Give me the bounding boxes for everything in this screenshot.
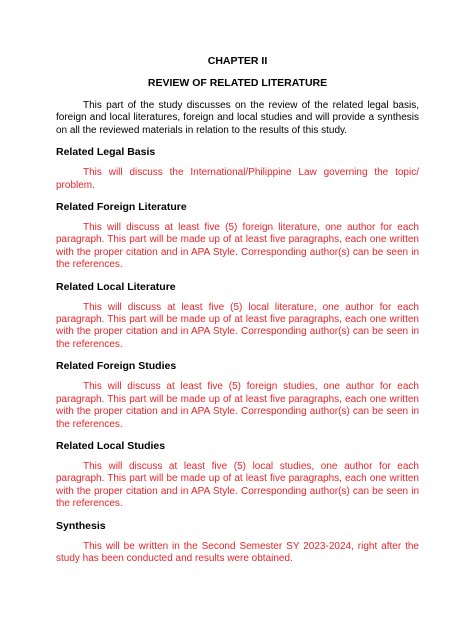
section-heading-local-studies: Related Local Studies [56, 439, 166, 452]
section-heading-legal-basis: Related Legal Basis [56, 146, 156, 159]
intro-paragraph: This part of the study discusses on the review of the related legal basis, foreign and local literatures, foreign and local studies and will provide a synthesis on all the reviewed materials in relation to the results of this study. [56, 100, 419, 136]
section-text-legal-basis: This will discuss the International/Philippine Law governing the topic/ problem. [56, 167, 419, 191]
section-text-foreign-literature: This will discuss at least five (5) foreign literature, one author for each paragraph. This part will be made up of at least five paragraphs, each one written with the proper citation and in APA Style. Corresponding author(s) can be seen in the references. [56, 222, 419, 271]
document-content [56, 53, 419, 565]
section-heading-foreign-studies: Related Foreign Studies [56, 360, 177, 373]
chapter-title: REVIEW OF RELATED LITERATURE [147, 77, 328, 89]
section-text-synthesis: This will be written in the Second Semester SY 2023-2024, right after the study has been conducted and results were obtained. [56, 540, 419, 564]
section-heading-foreign-literature: Related Foreign Literature [56, 201, 187, 214]
section-heading-local-literature: Related Local Literature [56, 280, 176, 293]
section-heading-synthesis: Synthesis [56, 519, 106, 532]
chapter-label: CHAPTER II [207, 55, 268, 67]
section-text-local-literature: This will discuss at least five (5) local literature, one author for each paragraph. This part will be made up of at least five paragraphs, each one written with the proper citation and in APA Style. Corresponding author(s) can be seen in the references. [56, 301, 419, 350]
section-text-foreign-studies: This will discuss at least five (5) foreign studies, one author for each paragraph. This part will be made up of at least five paragraphs, each one written with the proper citation and in APA Style. Corresponding author(s) can be seen in the references. [56, 381, 419, 430]
section-text-local-studies: This will discuss at least five (5) local studies, one author for each paragraph. This part will be made up of at least five paragraphs, each one written with the proper citation and in APA Style. Corresponding author(s) can be seen in the references. [56, 460, 419, 510]
